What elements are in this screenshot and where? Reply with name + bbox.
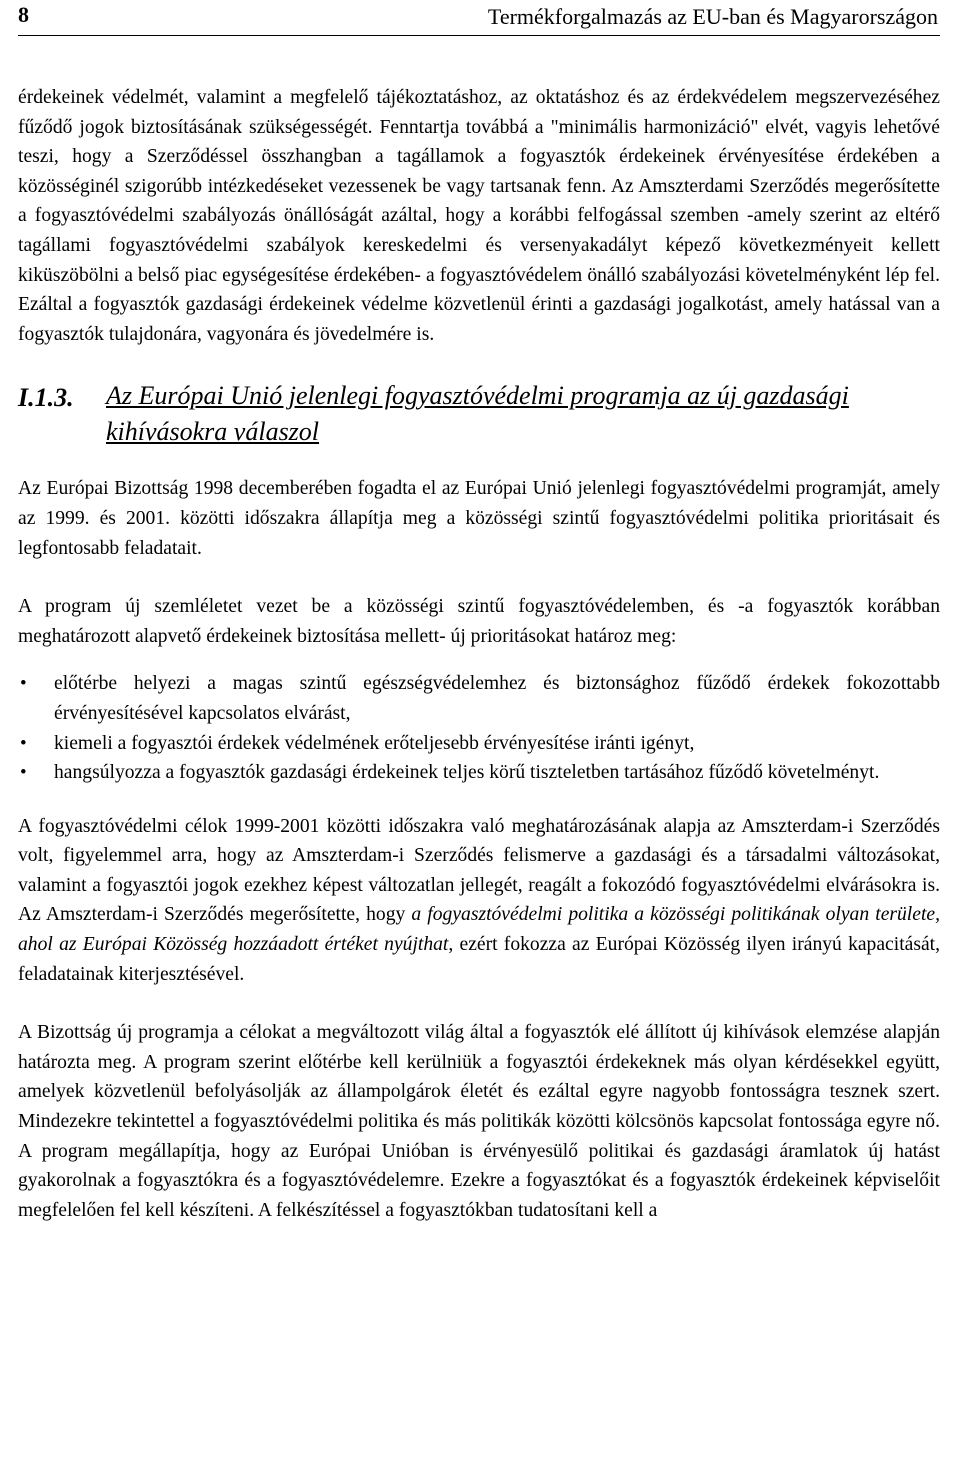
paragraph-4 (18, 812, 940, 990)
section-number: I.1.3. (18, 383, 74, 413)
list-item-text: hangsúlyozza a fogyasztók gazdasági érdekeinek teljes körű tiszteletben tartásához fűződő követelményt. (54, 762, 880, 784)
paragraph-3: A program új szemléletet vezet be a közösségi szintű fogyasztóvédelemben, és -a fogyasztók korábban meghatározott alapvető érdekeinek biztosítása mellett- új prioritásokat határoz meg: (18, 596, 940, 647)
page-header (18, 0, 940, 36)
paragraph-4-emphasis: a fogyasztóvédelmi politika a közösségi politikának olyan területe, ahol az Európai Közösség hozzáadott értéket nyújthat (18, 904, 940, 956)
list-item (18, 729, 940, 759)
paragraph-2: Az Európai Bizottság 1998 decemberében fogadta el az Európai Unió jelenlegi fogyasztóvédelmi programját, amely az 1999. és 2001. közötti időszakra állapítja meg a közösségi szintű fogyasztóvédelmi politika prioritásait és legfontosabb feladatait. (18, 478, 940, 559)
paragraph-5: A Bizottság új programja a célokat a megváltozott világ által a fogyasztók elé állított új kihívások elemzése alapján határozta meg. A program szerint előtérbe kell kerülniük a fogyasztói érdekeknek más olyan kérdésekkel együtt, amelyek közvetlenül befolyásolják az állampolgárok életét és ezáltal egyre nagyobb fontosságra tesznek szert. Mindezekre tekintettel a fogyasztóvédelmi politika és más politikák közötti kölcsönös kapcsolat fontossága egyre nő. A program megállapítja, hogy az Európai Unióban is érvényesülő politikai és gazdasági áramlatok új hatást gyakorolnak a fogyasztókra és a fogyasztóvédelemre. Ezekre a fogyasztókat és a fogyasztók érdekeinek képviselőit megfelelően fel kell készíteni. A felkészítéssel a fogyasztókban tudatosítani kell a (18, 1022, 940, 1221)
paragraph-4-tail: , ezért fokozza az Európai Közösség ilyen irányú kapacitását, feladatainak kiterjesztésével. (18, 934, 940, 985)
page-number: 8 (18, 2, 29, 27)
bullet-icon: • (20, 762, 27, 784)
paragraph-1: érdekeinek védelmét, valamint a megfelelő tájékoztatáshoz, az oktatáshoz és az érdekvédelem megszervezéséhez fűződő jogok biztosításának szükségességét. Fenntartja továbbá a "minimális harmonizáció" elvét, vagyis lehetővé teszi, hogy a Szerződéssel összhangban a tagállamok a fogyasztók érdekeinek érvényesítése érdekében a közösséginél szigorúbb intézkedéseket vezessenek be vagy tartsanak fenn. Az Amszterdami Szerződés megerősítette a fogyasztóvédelmi szabályozás önállóságát azáltal, hogy a korábbi felfogással szemben -amely szerint az eltérő tagállami fogyasztóvédelmi szabályok kereskedelmi és versenyakadályt képező következményeit kellett kiküszöbölni a belső piac egységesítése érdekében- a fogyasztóvédelem önálló szabályozási követelményként lép fel. Ezáltal a fogyasztók gazdasági érdekeinek védelme közvetlenül érinti a gazdasági jogalkotást, amely hatással van a fogyasztók tulajdonára, vagyonára és jövedelmére is. (18, 87, 940, 345)
section-heading (18, 378, 940, 450)
bullet-icon: • (20, 673, 27, 695)
list-item (18, 669, 940, 728)
section-title: Az Európai Unió jelenlegi fogyasztóvédelmi programja az új gazdasági kihívásokra válaszol (106, 381, 849, 447)
list-item (18, 758, 940, 788)
bullet-icon: • (20, 732, 27, 754)
list-item-text: kiemeli a fogyasztói érdekek védelmének erőteljesebb érvényesítése iránti igényt, (54, 732, 695, 754)
priority-list (18, 669, 940, 787)
running-title: Termékforgalmazás az EU-ban és Magyarországon (487, 4, 938, 29)
document-page (18, 0, 940, 1225)
paragraph-4-lead: A fogyasztóvédelmi célok 1999-2001 közötti időszakra való meghatározásának alapja az Amszterdam-i Szerződés volt, figyelemmel arra, hogy az Amszterdam-i Szerződés felismerve a gazdasági és a társadalmi változásokat, valamint a fogyasztói jogok ezekhez képest változatlan jellegét, reagált a fokozódó fogyasztóvédelmi elvárásokra is. Az Amszterdam-i Szerződés megerősítette, hogy (18, 815, 940, 926)
list-item-text: előtérbe helyezi a magas szintű egészségvédelemhez és biztonsághoz fűződő érdekek fokozottabb érvényesítésével kapcsolatos elvárást, (54, 673, 940, 724)
